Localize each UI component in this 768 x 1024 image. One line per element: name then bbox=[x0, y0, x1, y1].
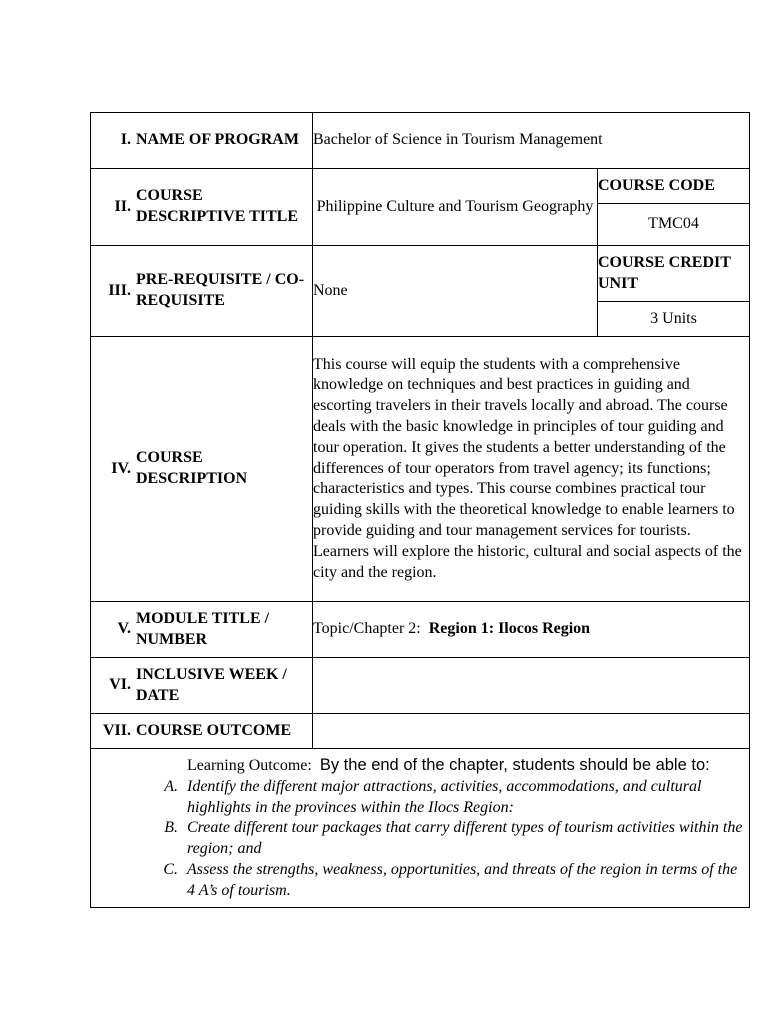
row-learning-outcome bbox=[91, 749, 750, 908]
row-label: NAME OF PROGRAM bbox=[136, 131, 299, 149]
credit-unit-label: COURSE CREDIT UNIT bbox=[598, 246, 750, 302]
credit-unit-value: 3 Units bbox=[598, 302, 750, 337]
objective-letter: A. bbox=[164, 777, 178, 795]
objective-item bbox=[91, 777, 743, 819]
row-week bbox=[91, 658, 750, 714]
course-outcome-value bbox=[313, 714, 750, 749]
course-code-value: TMC04 bbox=[598, 204, 750, 246]
row-module bbox=[91, 602, 750, 658]
learning-outcome-statement: By the end of the chapter, students should be able to: bbox=[319, 756, 710, 774]
row-number: V. bbox=[117, 620, 131, 638]
label-program bbox=[91, 113, 313, 169]
objective-item bbox=[91, 818, 743, 860]
module-name: Region 1: Ilocos Region bbox=[428, 620, 591, 638]
row-label: COURSE DESCRIPTION bbox=[136, 449, 248, 487]
course-descriptive-title: Philippine Culture and Tourism Geography bbox=[313, 169, 598, 246]
week-value bbox=[313, 658, 750, 714]
objective-text: Create different tour packages that carry different types of tourism activities within the region; and bbox=[187, 819, 743, 858]
objective-text: Identify the different major attractions, activities, accommodations, and cultural highlights in the provinces within the Ilocs Region: bbox=[187, 777, 702, 816]
learning-outcome-label: Learning Outcome: bbox=[187, 757, 312, 774]
module-prefix: Topic/Chapter 2: bbox=[313, 620, 421, 638]
label-description bbox=[91, 337, 313, 602]
row-label: INCLUSIVE WEEK / DATE bbox=[136, 665, 287, 704]
label-prerequisite bbox=[91, 246, 313, 337]
row-number: II. bbox=[114, 197, 131, 215]
row-number: VI. bbox=[109, 676, 131, 694]
objective-letter: C. bbox=[163, 860, 178, 878]
label-descriptive-title bbox=[91, 169, 313, 246]
row-number: I. bbox=[120, 131, 131, 149]
course-syllabus-table bbox=[90, 112, 750, 908]
objective-item bbox=[91, 860, 743, 902]
row-number: III. bbox=[108, 281, 131, 299]
learning-outcome-intro bbox=[187, 755, 743, 777]
row-label: MODULE TITLE / NUMBER bbox=[136, 609, 270, 648]
row-label: COURSE OUTCOME bbox=[136, 721, 292, 739]
row-prerequisite bbox=[91, 246, 750, 302]
course-description-text: This course will equip the students with a comprehensive knowledge on techniques and best practices in guiding and escorting travelers in their travels locally and abroad. The course deals with the basic knowledge in principles of tour guiding and tour operation. It gives the students a better understanding of the differences of tour operators from travel agency; its functions; characteristics and types. This course combines practical tour guiding skills with the theoretical knowledge to enable learners to provide guiding and tour management services for tourists. Learners will explore the historic, cultural and social aspects of the city and the region. bbox=[313, 337, 750, 602]
row-number: VII. bbox=[102, 721, 131, 739]
learning-outcome-cell bbox=[91, 749, 750, 908]
row-label: COURSE DESCRIPTIVE TITLE bbox=[136, 187, 298, 225]
label-module bbox=[91, 602, 313, 658]
row-descriptive-title bbox=[91, 169, 750, 204]
label-week bbox=[91, 658, 313, 714]
program-name: Bachelor of Science in Tourism Management bbox=[313, 113, 750, 169]
row-program bbox=[91, 113, 750, 169]
objective-text: Assess the strengths, weakness, opportunities, and threats of the region in terms of the 4 A’s of tourism. bbox=[187, 860, 738, 899]
row-outcome bbox=[91, 714, 750, 749]
prerequisite-value: None bbox=[313, 246, 598, 337]
course-code-label: COURSE CODE bbox=[598, 169, 750, 204]
label-outcome bbox=[91, 714, 313, 749]
module-title bbox=[313, 602, 750, 658]
row-description bbox=[91, 337, 750, 602]
row-label: PRE-REQUISITE / CO-REQUISITE bbox=[136, 271, 305, 309]
row-number: IV. bbox=[111, 459, 131, 477]
objective-letter: B. bbox=[164, 819, 178, 837]
